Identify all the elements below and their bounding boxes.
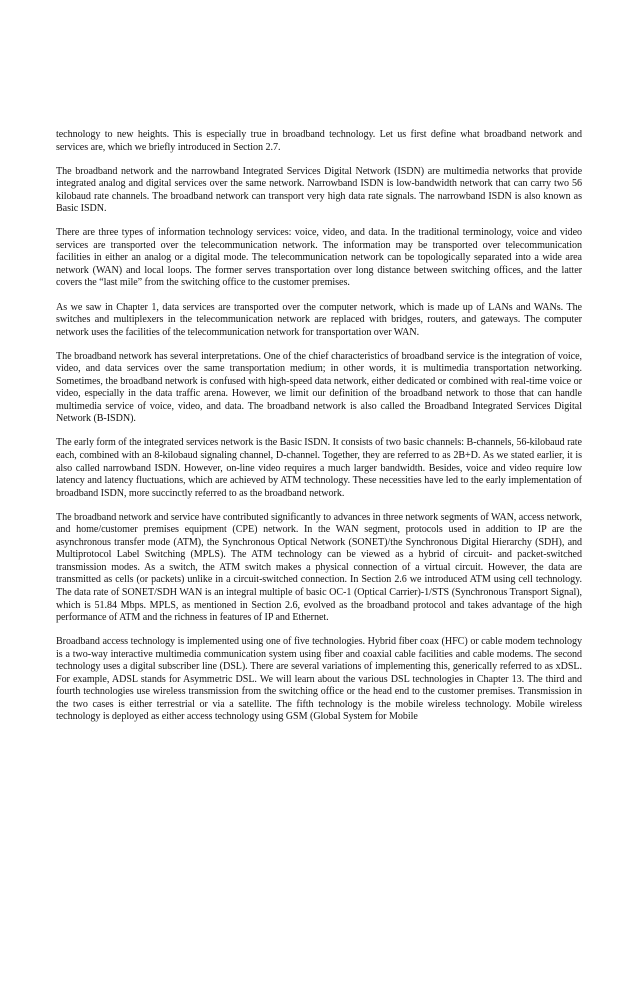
paragraph-3: There are three types of information technology services: voice, video, and data. In the traditional terminology, voice and video services are transported over the telecommunication network. The information may be transported over telecommunication facilities in either an analog or a digital mode. The telecommunication network can be topologically separated into a wide area network (WAN) and local loops. The former serves transportation over long distance between switching offices, and the latter covers the “last mile” from the switching office to the customer premises. [56, 227, 582, 289]
paragraph-1: technology to new heights. This is especially true in broadband technology. Let us first define what broadband network and services are, which we briefly introduced in Section 2.7. [56, 129, 582, 153]
paragraph-6: The early form of the integrated services network is the Basic ISDN. It consists of two basic channels: B-channels, 56-kilobaud rate each, combined with an 8-kilobaud signaling channel, D-channel. Together, they are referred to as 2B+D. As we stated earlier, it is also called narrowband ISDN. However, on-line video requires a much larger bandwidth. Besides, voice and video require low latency and latency fluctuations, which are achieved by ATM technology. These necessities have led to the early implementation of broadband ISDN, more succinctly referred to as the broadband network. [56, 437, 582, 499]
paragraph-5: The broadband network has several interpretations. One of the chief characteristics of broadband service is the integration of voice, video, and data services over the same transportation medium; in other words, it is multimedia transportation networking. Sometimes, the broadband network is confused with high-speed data network, either dedicated or combined with real-time voice or video, especially in the data traffic arena. However, we limit our definition of the broadband network to those that can handle multimedia service of voice, video, and data. The broadband network is also called the Broadband Integrated Services Digital Network (B-ISDN). [56, 350, 582, 425]
paragraph-7: The broadband network and service have contributed significantly to advances in three network segments of WAN, access network, and home/customer premises equipment (CPE) network. In the WAN segment, protocols used in addition to IP are the asynchronous transfer mode (ATM), the Synchronous Optical Network (SONET)/the Synchronous Digital Hierarchy (SDH), and Multiprotocol Label Switching (MPLS). The ATM technology can be viewed as a hybrid of circuit- and packet-switched transmission modes. As a switch, the ATM switch makes a physical connection of a virtual circuit. However, the data are transmitted as cells (or packets) unlike in a circuit-switched connection. In Section 2.6 we introduced ATM using cell technology. The data rate of SONET/SDH WAN is an integral multiple of basic OC-1 (Optical Carrier)-1/STS (Synchronous Transport Signal), which is 51.84 Mbps. MPLS, as mentioned in Section 2.6, evolved as the broadband protocol and takes advantage of the high performance of ATM and the richness in features of IP and Ethernet. [56, 511, 582, 624]
paragraph-8: Broadband access technology is implemented using one of five technologies. Hybrid fiber coax (HFC) or cable modem technology is a two-way interactive multimedia communication system using fiber and coaxial cable facilities and cable modems. The second technology uses a digital subscriber line (DSL). There are several variations of implementing this, generically referred to as xDSL. For example, ADSL stands for Asymmetric DSL. We will learn about the various DSL technologies in Chapter 13. The third and fourth technologies use wireless transmission from the switching office or the head end to the customer premises. Transmission in the two cases is either terrestrial or via a satellite. The fifth technology is the mobile wireless technology. Mobile wireless technology is deployed as either access technology using GSM (Global System for Mobile [56, 636, 582, 723]
paragraph-4: As we saw in Chapter 1, data services are transported over the computer network, which is made up of LANs and WANs. The switches and multiplexers in the telecommunication network are replaced with bridges, routers, and gateways. The computer network uses the facilities of the telecommunication network for transportation over WAN. [56, 301, 582, 338]
paragraph-2: The broadband network and the narrowband Integrated Services Digital Network (ISDN) are multimedia networks that provide integrated analog and digital services over the same network. Narrowband ISDN is low-bandwidth network that can carry two 56 kilobaud rate channels. The broadband network can transport very high data rate signals. The narrowband ISDN is also known as Basic ISDN. [56, 165, 582, 215]
